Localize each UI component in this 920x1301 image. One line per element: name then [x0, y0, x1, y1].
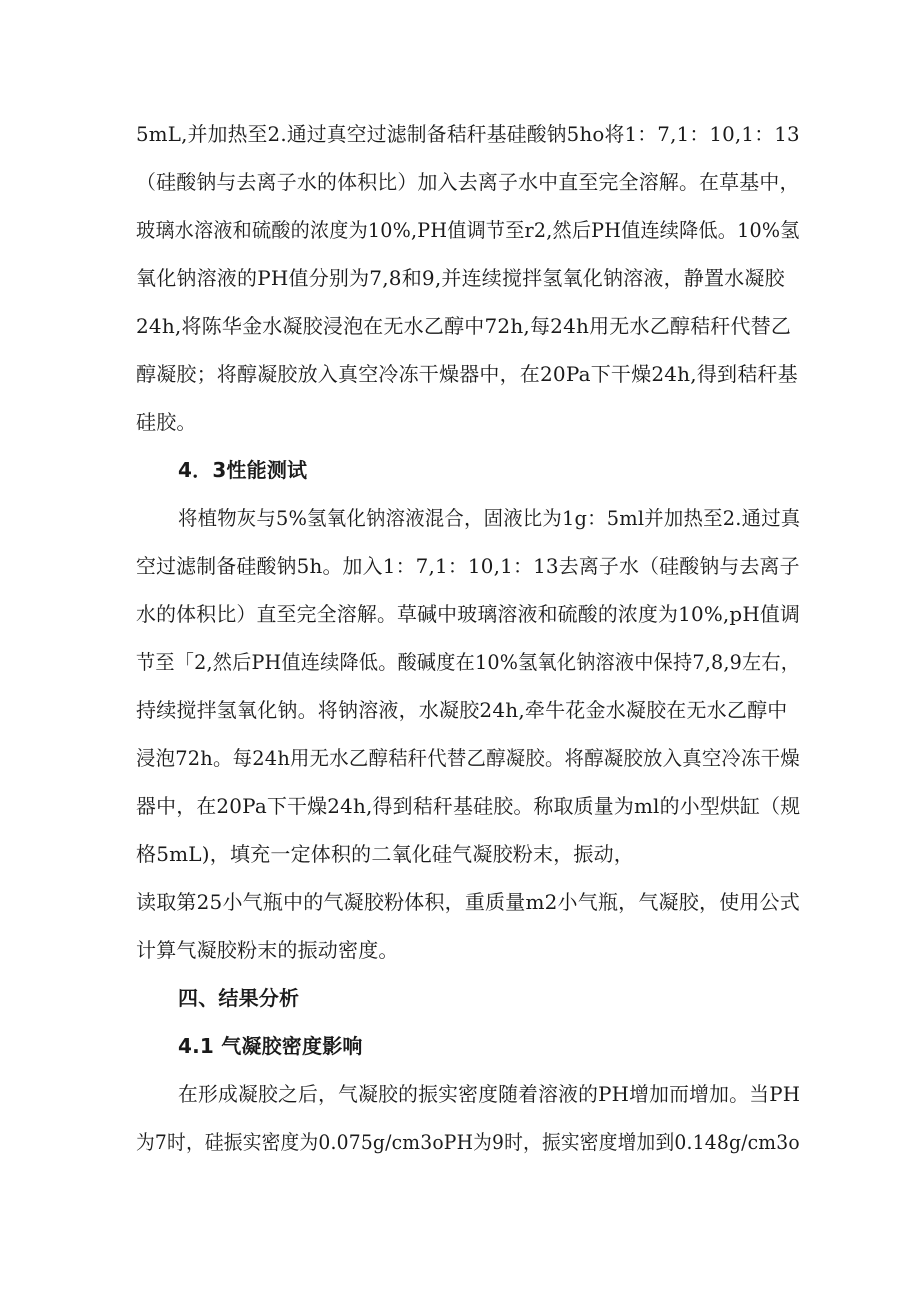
paragraph-line: 持续搅拌氢氧化钠。将钠溶液，水凝胶24h,牵牛花金水凝胶在无水乙醇中 — [136, 698, 788, 722]
section-heading-4-3: 4．3性能测试 — [178, 458, 308, 482]
paragraph-line: 玻璃水溶液和硫酸的浓度为10%,PH值调节至r2,然后PH值连续降低。10%氢 — [136, 218, 800, 242]
paragraph-line: 为7时，硅振实密度为0.075g/cm3oPH为9时，振实密度增加到0.148g/cm3o — [136, 1130, 800, 1154]
paragraph-line: 空过滤制备硅酸钠5h。加入1：7,1：10,1：13去离子水（硅酸钠与去离子 — [136, 554, 800, 578]
paragraph-line: 读取第25小气瓶中的气凝胶粉体积，重质量m2小气瓶，气凝胶，使用公式 — [136, 890, 800, 914]
paragraph-line: 器中，在20Pa下干燥24h,得到秸秆基硅胶。称取质量为ml的小型烘缸（规 — [136, 794, 801, 818]
paragraph-line: 氧化钠溶液的PH值分别为7,8和9,并连续搅拌氢氧化钠溶液，静置水凝胶 — [136, 266, 785, 290]
paragraph-line: 在形成凝胶之后，气凝胶的振实密度随着溶液的PH增加而增加。当PH — [178, 1082, 801, 1106]
paragraph-line: 硅胶。 — [136, 410, 197, 434]
paragraph-line: 5mL,并加热至2.通过真空过滤制备秸秆基硅酸钠5ho将1：7,1：10,1：13 — [136, 122, 800, 146]
section-heading-4-1: 4.1 气凝胶密度影响 — [178, 1034, 363, 1058]
paragraph-line: 计算气凝胶粉末的振动密度。 — [136, 938, 399, 962]
paragraph-line: 节至「2,然后PH值连续降低。酸碱度在10%氢氧化钠溶液中保持7,8,9左右， — [136, 650, 801, 674]
paragraph-line: 将植物灰与5%氢氧化钠溶液混合，固液比为1g：5ml并加热至2.通过真 — [178, 506, 801, 530]
paragraph-line: 格5mL)，填充一定体积的二氧化硅气凝胶粉末，振动， — [136, 842, 634, 866]
paragraph-line: 醇凝胶；将醇凝胶放入真空冷冻干燥器中，在20Pa下干燥24h,得到秸秆基 — [136, 362, 798, 386]
paragraph-line: 浸泡72h。每24h用无水乙醇秸秆代替乙醇凝胶。将醇凝胶放入真空冷冻干燥 — [136, 746, 800, 770]
section-heading-results: 四、结果分析 — [178, 986, 300, 1010]
paragraph-line: 水的体积比）直至完全溶解。草碱中玻璃溶液和硫酸的浓度为10%,pH值调 — [136, 602, 801, 626]
paragraph-line: 24h,将陈华金水凝胶浸泡在无水乙醇中72h,每24h用无水乙醇秸秆代替乙 — [136, 314, 792, 338]
paragraph-line: （硅酸钠与去离子水的体积比）加入去离子水中直至完全溶解。在草基中， — [136, 170, 800, 194]
